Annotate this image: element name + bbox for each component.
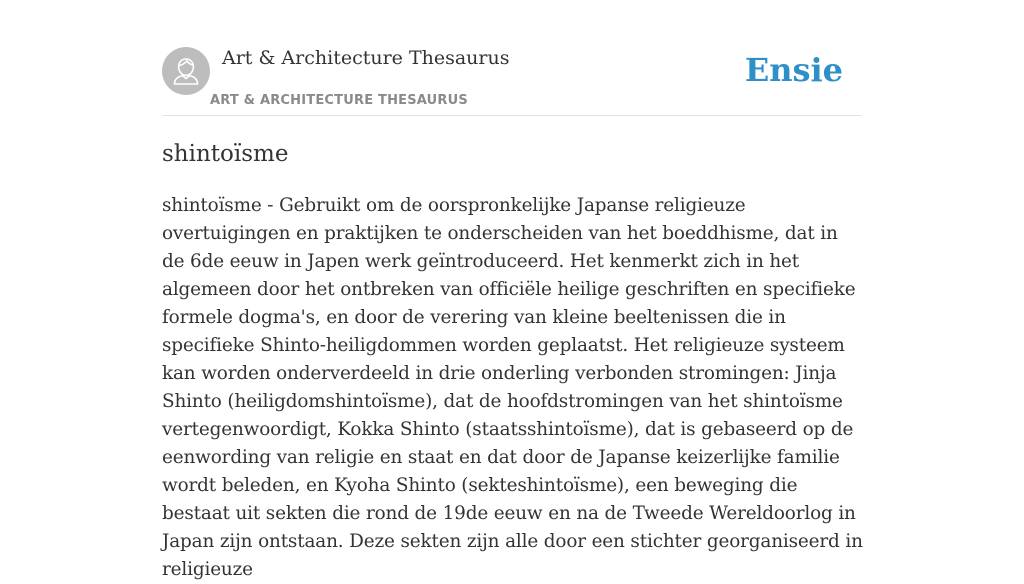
source-avatar[interactable] xyxy=(162,47,210,95)
user-silhouette-icon xyxy=(162,47,210,95)
source-subtitle[interactable]: ART & ARCHITECTURE THESAURUS xyxy=(210,93,468,108)
brand-logo[interactable]: Ensie xyxy=(744,51,843,89)
entry-term: shintoïsme xyxy=(162,141,289,167)
entry-header xyxy=(162,0,862,116)
source-title[interactable]: Art & Architecture Thesaurus xyxy=(222,47,510,69)
entry-definition: shintoïsme - Gebruikt om de oorspronkelijke Japanse religieuze overtuigingen en praktijken te onderscheiden van het boeddhisme, dat in de 6de eeuw in Japen werk geïntroduceerd. Het kenmerkt zich in het algemeen door het ontbreken van officiële heilige geschriften en specifieke formele dogma's, en door de verering van kleine beeltenissen die in specifieke Shinto-heiligdommen worden geplaatst. Het religieuze systeem kan worden onderverdeeld in drie onderling verbonden stromingen: Jinja Shinto (heiligdomshintoïsme), dat de hoofdstromingen van het shintoïsme vertegenwoordigt, Kokka Shinto (staatsshintoïsme), dat is gebaseerd op de eenwording van religie en staat en dat door de Japanse keizerlijke familie wordt beleden, en Kyoha Shinto (sekteshintoïsme), een beweging die bestaat uit sekten die rond de 19de eeuw en na de Tweede Wereldoorlog in Japan zijn ontstaan. Deze sekten zijn alle door een stichter georganiseerd in religieuze xyxy=(162,195,863,580)
entry-container xyxy=(162,0,863,580)
